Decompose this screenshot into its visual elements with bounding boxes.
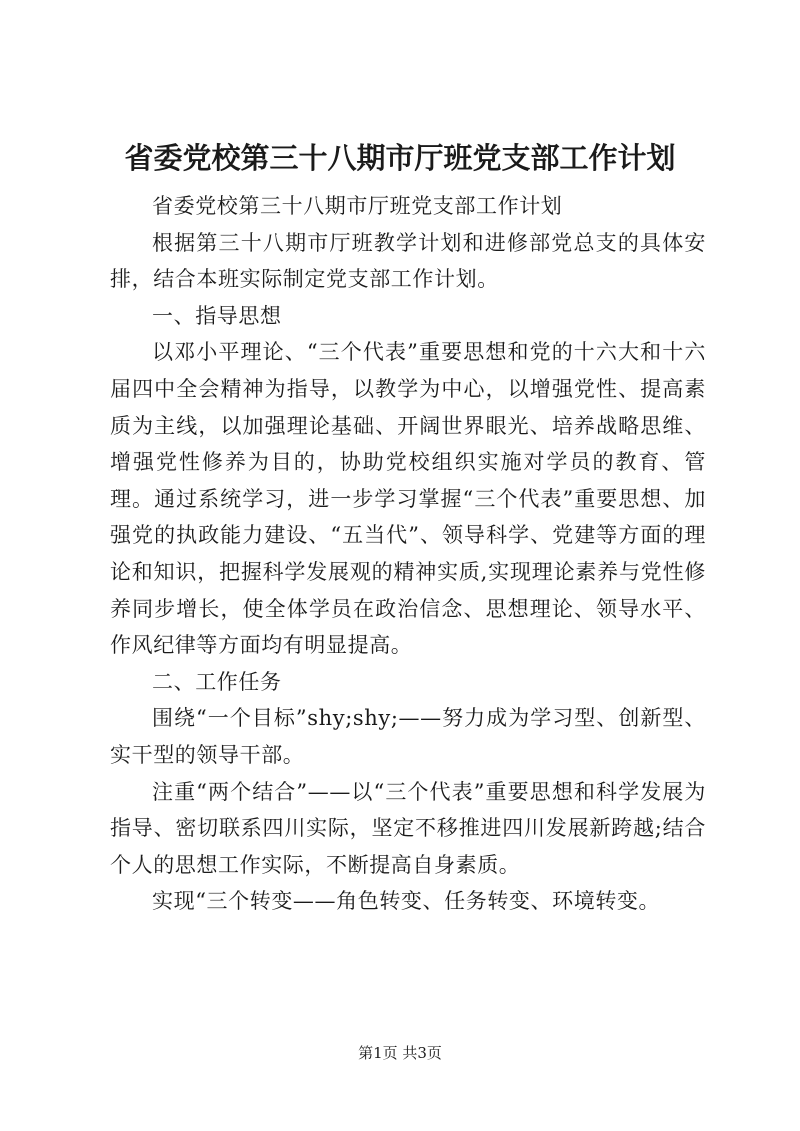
paragraph-guiding-thought: 以邓小平理论、“三个代表”重要思想和党的十六大和十六届四中全会精神为指导，以教学为中心，以增强党性、提高素质为主线，以加强理论基础、开阔世界眼光、培养战略思维、增强党性修养为目的，协助党校组织实施对学员的教育、管理。通过系统学习，进一步学习掌握“三个代表”重要思想、加强党的执政能力建设、“五当代”、领导科学、党建等方面的理论和知识，把握科学发展观的精神实质,实现理论素养与党性修养同步增长，使全体学员在政治信念、思想理论、领导水平、作风纪律等方面均有明显提高。 [110,340,706,658]
paragraph-subtitle: 省委党校第三十八期市厅班党支部工作计划 [152,194,563,218]
document-body [110,188,706,920]
page-footer: 第1页 共3页 [358,1044,442,1062]
paragraph-two-combinations: 注重“两个结合”——以“三个代表”重要思想和科学发展为指导、密切联系四川实际，坚定不移推进四川发展新跨越;结合个人的思想工作实际，不断提高自身素质。 [110,779,706,877]
paragraph-intro: 根据第三十八期市厅班教学计划和进修部党总支的具体安排，结合本班实际制定党支部工作计划。 [110,230,706,292]
section-heading-guiding-thought: 一、指导思想 [152,303,282,328]
document-title: 省委党校第三十八期市厅班党支部工作计划 [124,141,676,175]
section-heading-work-tasks: 二、工作任务 [152,669,282,694]
paragraph-three-changes: 实现“三个转变——角色转变、任务转变、环境转变。 [152,889,661,914]
paragraph-one-goal: 围绕“一个目标”shy;shy;——努力成为学习型、创新型、实干型的领导干部。 [110,706,706,767]
